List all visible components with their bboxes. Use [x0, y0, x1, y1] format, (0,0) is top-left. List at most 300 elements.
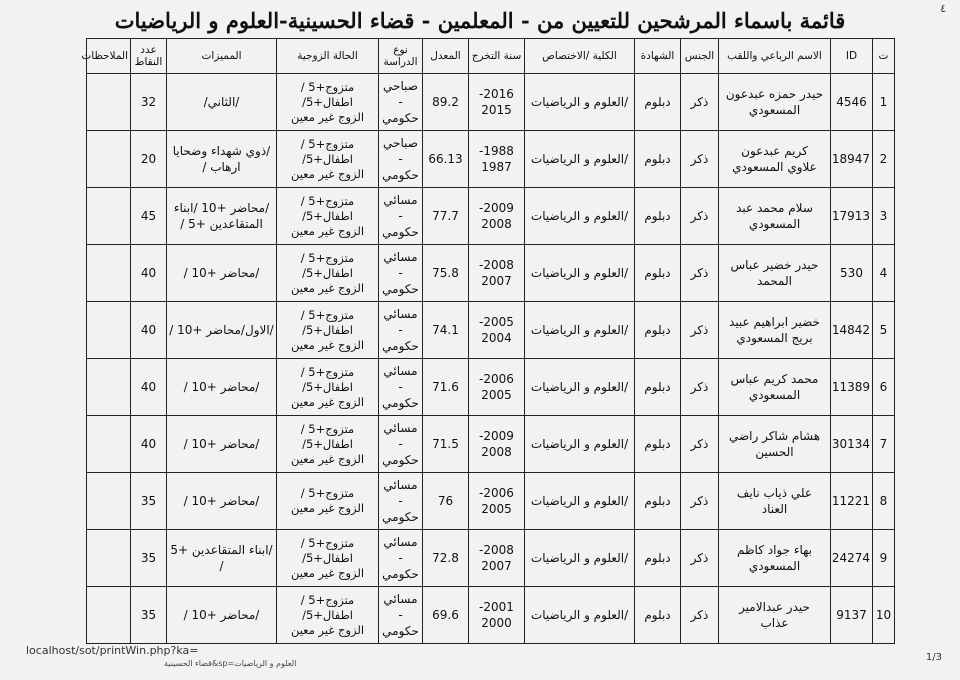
cell-average	[423, 473, 469, 530]
cell-college	[525, 359, 635, 416]
cell-name	[719, 131, 831, 188]
cell-grad-year	[469, 530, 525, 587]
cell-grad-year-text: 2009-	[479, 201, 514, 215]
cell-degree	[635, 359, 681, 416]
cell-college-text: /العلوم و الرياضيات	[530, 209, 629, 223]
cell-college	[525, 302, 635, 359]
cell-features-text: /ذوي شهداء وضحايا	[172, 144, 271, 158]
cell-name-text: علي ذياب نايف	[736, 486, 813, 500]
cell-points-text: 40	[140, 323, 157, 337]
cell-study-type-text: -	[398, 95, 403, 109]
cell-grad-year-text: 2009-	[479, 429, 514, 443]
cell-study-type	[379, 587, 423, 644]
cell-study-type-text: مسائي -	[383, 193, 418, 223]
cell-name-text: سلام محمد عبد	[736, 201, 813, 215]
cell-study-type-text: مسائي -	[383, 250, 418, 280]
cell-study-type-text: حكومي	[382, 396, 419, 410]
cell-features	[167, 530, 277, 587]
cell-gender-text: ذكر	[690, 380, 709, 394]
cell-id-text: 11221	[831, 494, 870, 508]
cell-average-text: 72.8	[432, 551, 459, 565]
cell-name	[719, 473, 831, 530]
cell-college-text: /العلوم و الرياضيات	[530, 608, 629, 622]
cell-seq-text: 9	[879, 551, 888, 565]
cell-seq-text: 10	[875, 608, 892, 622]
cell-points-text: 32	[140, 95, 157, 109]
cell-college	[525, 188, 635, 245]
cell-study-type	[379, 131, 423, 188]
cell-grad-year-text: 2008-	[479, 258, 514, 272]
cell-degree	[635, 131, 681, 188]
cell-study-type-text: مسائي -	[383, 592, 418, 622]
cell-name-text: محمد كريم عباس	[730, 372, 819, 386]
cell-college-text: /العلوم و الرياضيات	[530, 323, 629, 337]
cell-study-type-text: حكومي	[382, 225, 419, 239]
cell-name	[719, 416, 831, 473]
cell-points	[131, 188, 167, 245]
cell-points-text: 35	[140, 494, 157, 508]
table-row	[87, 74, 895, 131]
cell-marital-text: اطفال+5/	[302, 151, 353, 166]
cell-marital-text: اطفال+5/	[302, 94, 353, 109]
header-id: ID	[831, 39, 873, 74]
cell-name-text: المسعودي	[748, 388, 801, 402]
cell-marital-text: اطفال+5/	[302, 436, 353, 451]
cell-name	[719, 359, 831, 416]
cell-name-text: هشام شاكر راضي	[728, 429, 821, 443]
cell-college-text: /العلوم و الرياضيات	[530, 437, 629, 451]
cell-notes	[87, 587, 131, 644]
cell-degree-text: دبلوم	[644, 551, 671, 565]
cell-study-type-text: صباحي	[383, 136, 418, 150]
cell-study-type-text: مسائي -	[383, 364, 418, 394]
cell-features	[167, 131, 277, 188]
table-row	[87, 359, 895, 416]
cell-marital-text: متزوج+5 /	[300, 364, 355, 379]
cell-features-text: /محاضر +10 /ابناء	[173, 201, 270, 215]
cell-seq	[873, 245, 895, 302]
cell-gender-text: ذكر	[690, 551, 709, 565]
cell-gender-text: ذكر	[690, 608, 709, 622]
cell-marital-text: الزوج غير معين	[290, 223, 365, 238]
cell-seq	[873, 188, 895, 245]
cell-id-text: 4546	[836, 95, 867, 109]
cell-notes	[87, 188, 131, 245]
cell-degree	[635, 416, 681, 473]
table-row	[87, 530, 895, 587]
cell-name-text: بريج المسعودي	[736, 331, 813, 345]
cell-degree-text: دبلوم	[644, 380, 671, 394]
cell-study-type	[379, 359, 423, 416]
cell-grad-year	[469, 302, 525, 359]
page-title: قائمة باسماء المرشحين للتعيين من - المعلمين - قضاء الحسينية-العلوم و الرياضيات	[114, 8, 846, 33]
cell-points-text: 20	[140, 152, 157, 166]
cell-id-text: 11389	[831, 380, 870, 394]
cell-degree-text: دبلوم	[644, 266, 671, 280]
cell-grad-year-text: 2004	[481, 331, 512, 345]
cell-name-text: المسعودي	[748, 559, 801, 573]
header-name: الاسم الرباعي واللقب	[719, 39, 831, 74]
cell-points	[131, 74, 167, 131]
cell-degree-text: دبلوم	[644, 437, 671, 451]
table-row	[87, 302, 895, 359]
cell-points	[131, 131, 167, 188]
cell-marital-text: متزوج+5 /	[300, 486, 355, 500]
cell-grad-year-text: 2008	[481, 445, 512, 459]
cell-average-text: 76	[437, 494, 454, 508]
cell-id-text: 17913	[831, 209, 870, 223]
cell-college	[525, 473, 635, 530]
cell-features-text: /محاضر +10 /	[183, 608, 260, 622]
cell-marital-text: متزوج+5 /	[300, 250, 355, 265]
cell-seq	[873, 416, 895, 473]
cell-degree	[635, 587, 681, 644]
cell-seq-text: 3	[879, 209, 888, 223]
cell-name	[719, 188, 831, 245]
cell-degree	[635, 302, 681, 359]
cell-features-text: /الثاني/	[203, 95, 240, 109]
cell-marital	[277, 74, 379, 131]
cell-college-text: /العلوم و الرياضيات	[530, 95, 629, 109]
cell-marital	[277, 473, 379, 530]
cell-marital	[277, 245, 379, 302]
cell-grad-year-text: 2008	[481, 217, 512, 231]
cell-average-text: 71.5	[432, 437, 459, 451]
cell-name-text: حيدر خضير عباس	[730, 258, 819, 272]
cell-grad-year-text: 2005	[481, 502, 512, 516]
cell-name-text: الحسين	[755, 445, 794, 459]
cell-features	[167, 302, 277, 359]
cell-gender	[681, 587, 719, 644]
cell-average-text: 75.8	[432, 266, 459, 280]
cell-grad-year	[469, 416, 525, 473]
cell-marital-text: متزوج+5 /	[300, 307, 355, 322]
cell-gender-text: ذكر	[690, 266, 709, 280]
cell-average-text: 77.7	[432, 209, 459, 223]
cell-marital	[277, 359, 379, 416]
cell-features-text: /ابناء المتقاعدين +5 /	[170, 543, 273, 573]
cell-notes	[87, 131, 131, 188]
cell-features-text: /محاضر +10 /	[183, 380, 260, 394]
cell-study-type-text: حكومي	[382, 111, 419, 125]
cell-features	[167, 359, 277, 416]
cell-grad-year-text: 2007	[481, 559, 512, 573]
cell-marital-text: الزوج غير معين	[290, 394, 365, 409]
cell-name-text: عذاب	[760, 616, 789, 630]
cell-id	[831, 416, 873, 473]
cell-grad-year-text: 2005	[481, 388, 512, 402]
cell-average	[423, 302, 469, 359]
cell-marital	[277, 416, 379, 473]
cell-seq	[873, 359, 895, 416]
cell-degree-text: دبلوم	[644, 323, 671, 337]
cell-college-text: /العلوم و الرياضيات	[530, 380, 629, 394]
cell-features	[167, 188, 277, 245]
cell-degree-text: دبلوم	[644, 95, 671, 109]
cell-name-text: خضير ابراهيم عبيد	[729, 315, 820, 329]
header-seq: ت	[873, 39, 895, 74]
cell-study-type-text: مسائي -	[383, 535, 418, 565]
cell-name-text: العناد	[761, 502, 788, 516]
cell-gender-text: ذكر	[690, 437, 709, 451]
header-degree: الشهادة	[635, 39, 681, 74]
cell-study-type	[379, 245, 423, 302]
table-row	[87, 416, 895, 473]
cell-study-type-text: مسائي -	[383, 478, 418, 508]
cell-study-type	[379, 302, 423, 359]
cell-college	[525, 245, 635, 302]
header-row	[87, 39, 895, 74]
cell-marital-text: الزوج غير معين	[290, 622, 365, 637]
cell-degree-text: دبلوم	[644, 152, 671, 166]
page-number: 1/3	[925, 652, 942, 663]
cell-study-type	[379, 530, 423, 587]
cell-degree-text: دبلوم	[644, 209, 671, 223]
cell-points-text: 40	[140, 266, 157, 280]
cell-college-text: /العلوم و الرياضيات	[530, 266, 629, 280]
cell-id-text: 24274	[831, 551, 870, 565]
cell-study-type-text: حكومي	[382, 624, 419, 638]
cell-grad-year	[469, 245, 525, 302]
cell-average-text: 66.13	[428, 152, 463, 166]
cell-grad-year-text: 2001-	[479, 600, 514, 614]
cell-average-text: 71.6	[432, 380, 459, 394]
cell-name	[719, 587, 831, 644]
cell-grad-year	[469, 359, 525, 416]
cell-notes	[87, 530, 131, 587]
cell-marital-text: الزوج غير معين	[290, 166, 365, 181]
cell-grad-year-text: 2000	[481, 616, 512, 630]
cell-marital-text: الزوج غير معين	[290, 451, 365, 466]
cell-seq	[873, 530, 895, 587]
cell-notes	[87, 302, 131, 359]
cell-marital-text: متزوج+5 /	[300, 136, 355, 151]
cell-notes	[87, 245, 131, 302]
cell-gender	[681, 188, 719, 245]
cell-gender-text: ذكر	[690, 494, 709, 508]
cell-grad-year-text: 2015	[481, 103, 512, 117]
cell-average	[423, 416, 469, 473]
cell-points	[131, 302, 167, 359]
cell-degree	[635, 530, 681, 587]
header-notes: الملاحظات	[87, 39, 131, 74]
header-average: المعدل	[423, 39, 469, 74]
cell-gender	[681, 131, 719, 188]
cell-average	[423, 359, 469, 416]
cell-college	[525, 587, 635, 644]
cell-name	[719, 74, 831, 131]
cell-gender-text: ذكر	[690, 323, 709, 337]
cell-grad-year-text: 2016-	[479, 87, 514, 101]
cell-name-text: حيدر عبدالامير	[739, 600, 810, 614]
cell-marital-text: الزوج غير معين	[290, 565, 365, 580]
cell-points	[131, 587, 167, 644]
cell-id	[831, 473, 873, 530]
cell-id-text: 14842	[831, 323, 870, 337]
cell-seq	[873, 302, 895, 359]
cell-marital	[277, 188, 379, 245]
cell-features	[167, 416, 277, 473]
cell-grad-year	[469, 131, 525, 188]
cell-study-type	[379, 188, 423, 245]
table-row	[87, 131, 895, 188]
cell-features-text: /محاضر +10 /	[183, 437, 260, 451]
cell-marital-text: اطفال+5/	[302, 607, 353, 622]
cell-gender	[681, 74, 719, 131]
cell-marital-text: اطفال+5/	[302, 550, 353, 565]
cell-features-text: /الاول/محاضر +10 /	[169, 323, 274, 337]
cell-average	[423, 74, 469, 131]
cell-study-type	[379, 416, 423, 473]
cell-points-text: 35	[140, 608, 157, 622]
cell-gender	[681, 416, 719, 473]
cell-features-text: ارهاب /	[202, 160, 241, 174]
cell-id-text: 9137	[836, 608, 867, 622]
cell-average	[423, 587, 469, 644]
cell-marital-text: اطفال+5/	[302, 379, 353, 394]
cell-grad-year-text: 1987	[481, 160, 512, 174]
header-gender: الجنس	[681, 39, 719, 74]
cell-points-text: 40	[140, 380, 157, 394]
table-row	[87, 245, 895, 302]
cell-marital-text: اطفال+5/	[302, 265, 353, 280]
cell-seq	[873, 131, 895, 188]
header-grad-year: سنة التخرج	[469, 39, 525, 74]
cell-features-text: /محاضر +10 /	[183, 494, 260, 508]
corner-mark: ٤	[940, 2, 946, 15]
cell-gender	[681, 245, 719, 302]
candidates-table	[81, 38, 895, 644]
cell-study-type-text: حكومي	[382, 339, 419, 353]
cell-gender-text: ذكر	[690, 152, 709, 166]
cell-id	[831, 302, 873, 359]
cell-seq-text: 8	[879, 494, 888, 508]
cell-points	[131, 473, 167, 530]
cell-grad-year	[469, 188, 525, 245]
cell-marital-text: اطفال+5/	[302, 322, 353, 337]
cell-degree	[635, 473, 681, 530]
cell-study-type-text: حكومي	[382, 567, 419, 581]
cell-features-text: المتقاعدين +5 /	[180, 217, 263, 231]
cell-name-text: حيدر حمزه عبدعون	[725, 87, 824, 101]
header-points: عدد النقاط	[131, 39, 167, 74]
cell-college-text: /العلوم و الرياضيات	[530, 494, 629, 508]
table-row	[87, 188, 895, 245]
cell-marital-text: متزوج+5 /	[300, 421, 355, 436]
cell-id	[831, 131, 873, 188]
header-marital: الحالة الزوجية	[277, 39, 379, 74]
cell-features	[167, 245, 277, 302]
cell-notes	[87, 416, 131, 473]
cell-degree-text: دبلوم	[644, 494, 671, 508]
cell-marital-text: الزوج غير معين	[290, 501, 365, 515]
cell-grad-year-text: 2007	[481, 274, 512, 288]
header-college: الكلية /الاختصاص	[525, 39, 635, 74]
cell-grad-year-text: 1988-	[479, 144, 514, 158]
cell-college	[525, 74, 635, 131]
cell-study-type-text: مسائي -	[383, 421, 418, 451]
cell-average-text: 89.2	[432, 95, 459, 109]
cell-grad-year-text: 2006-	[479, 372, 514, 386]
cell-seq-text: 4	[879, 266, 888, 280]
cell-college-text: /العلوم و الرياضيات	[530, 551, 629, 565]
cell-name	[719, 302, 831, 359]
cell-name-text: بهاء جواد كاظم	[737, 543, 812, 557]
cell-marital-text: متزوج+5 /	[300, 193, 355, 208]
cell-study-type-text: حكومي	[382, 453, 419, 467]
cell-seq-text: 7	[879, 437, 888, 451]
cell-study-type	[379, 473, 423, 530]
cell-gender	[681, 473, 719, 530]
cell-grad-year	[469, 473, 525, 530]
cell-name-text: علاوي المسعودي	[732, 160, 817, 174]
cell-marital	[277, 302, 379, 359]
cell-average-text: 74.1	[432, 323, 459, 337]
cell-college	[525, 416, 635, 473]
cell-notes	[87, 359, 131, 416]
cell-features	[167, 473, 277, 530]
cell-id	[831, 587, 873, 644]
cell-study-type	[379, 74, 423, 131]
cell-name-text: المسعودي	[748, 103, 801, 117]
cell-marital	[277, 530, 379, 587]
cell-points	[131, 245, 167, 302]
cell-study-type-text: حكومي	[382, 510, 419, 524]
cell-study-type-text: حكومي	[382, 282, 419, 296]
cell-average	[423, 530, 469, 587]
cell-gender	[681, 530, 719, 587]
table-row	[87, 587, 895, 644]
cell-college	[525, 530, 635, 587]
cell-marital-text: الزوج غير معين	[290, 280, 365, 295]
cell-gender	[681, 359, 719, 416]
cell-marital	[277, 587, 379, 644]
cell-marital	[277, 131, 379, 188]
cell-grad-year-text: 2006-	[479, 486, 514, 500]
cell-seq-text: 5	[879, 323, 888, 337]
cell-points-text: 35	[140, 551, 157, 565]
footer-url: localhost/sot/printWin.php?ka=	[26, 644, 199, 657]
cell-gender-text: ذكر	[690, 95, 709, 109]
cell-id	[831, 530, 873, 587]
table-row	[87, 473, 895, 530]
cell-seq	[873, 473, 895, 530]
cell-average-text: 69.6	[432, 608, 459, 622]
cell-marital-text: الزوج غير معين	[290, 109, 365, 124]
cell-marital-text: متزوج+5 /	[300, 592, 355, 607]
cell-seq-text: 2	[879, 152, 888, 166]
cell-seq	[873, 587, 895, 644]
cell-degree	[635, 245, 681, 302]
header-features: المميزات	[167, 39, 277, 74]
cell-degree	[635, 74, 681, 131]
table-body	[87, 74, 895, 644]
cell-notes	[87, 473, 131, 530]
cell-marital-text: متزوج+5 /	[300, 535, 355, 550]
cell-features-text: /محاضر +10 /	[183, 266, 260, 280]
cell-degree-text: دبلوم	[644, 608, 671, 622]
cell-study-type-text: مسائي -	[383, 307, 418, 337]
cell-points-text: 40	[140, 437, 157, 451]
cell-name-text: كريم عبدعون	[741, 144, 808, 158]
header-study-type: نوع الدراسة	[379, 39, 423, 74]
cell-marital-text: اطفال+5/	[302, 208, 353, 223]
cell-points-text: 45	[140, 209, 157, 223]
cell-grad-year	[469, 587, 525, 644]
cell-gender-text: ذكر	[690, 209, 709, 223]
cell-id-text: 18947	[831, 152, 870, 166]
cell-average	[423, 188, 469, 245]
